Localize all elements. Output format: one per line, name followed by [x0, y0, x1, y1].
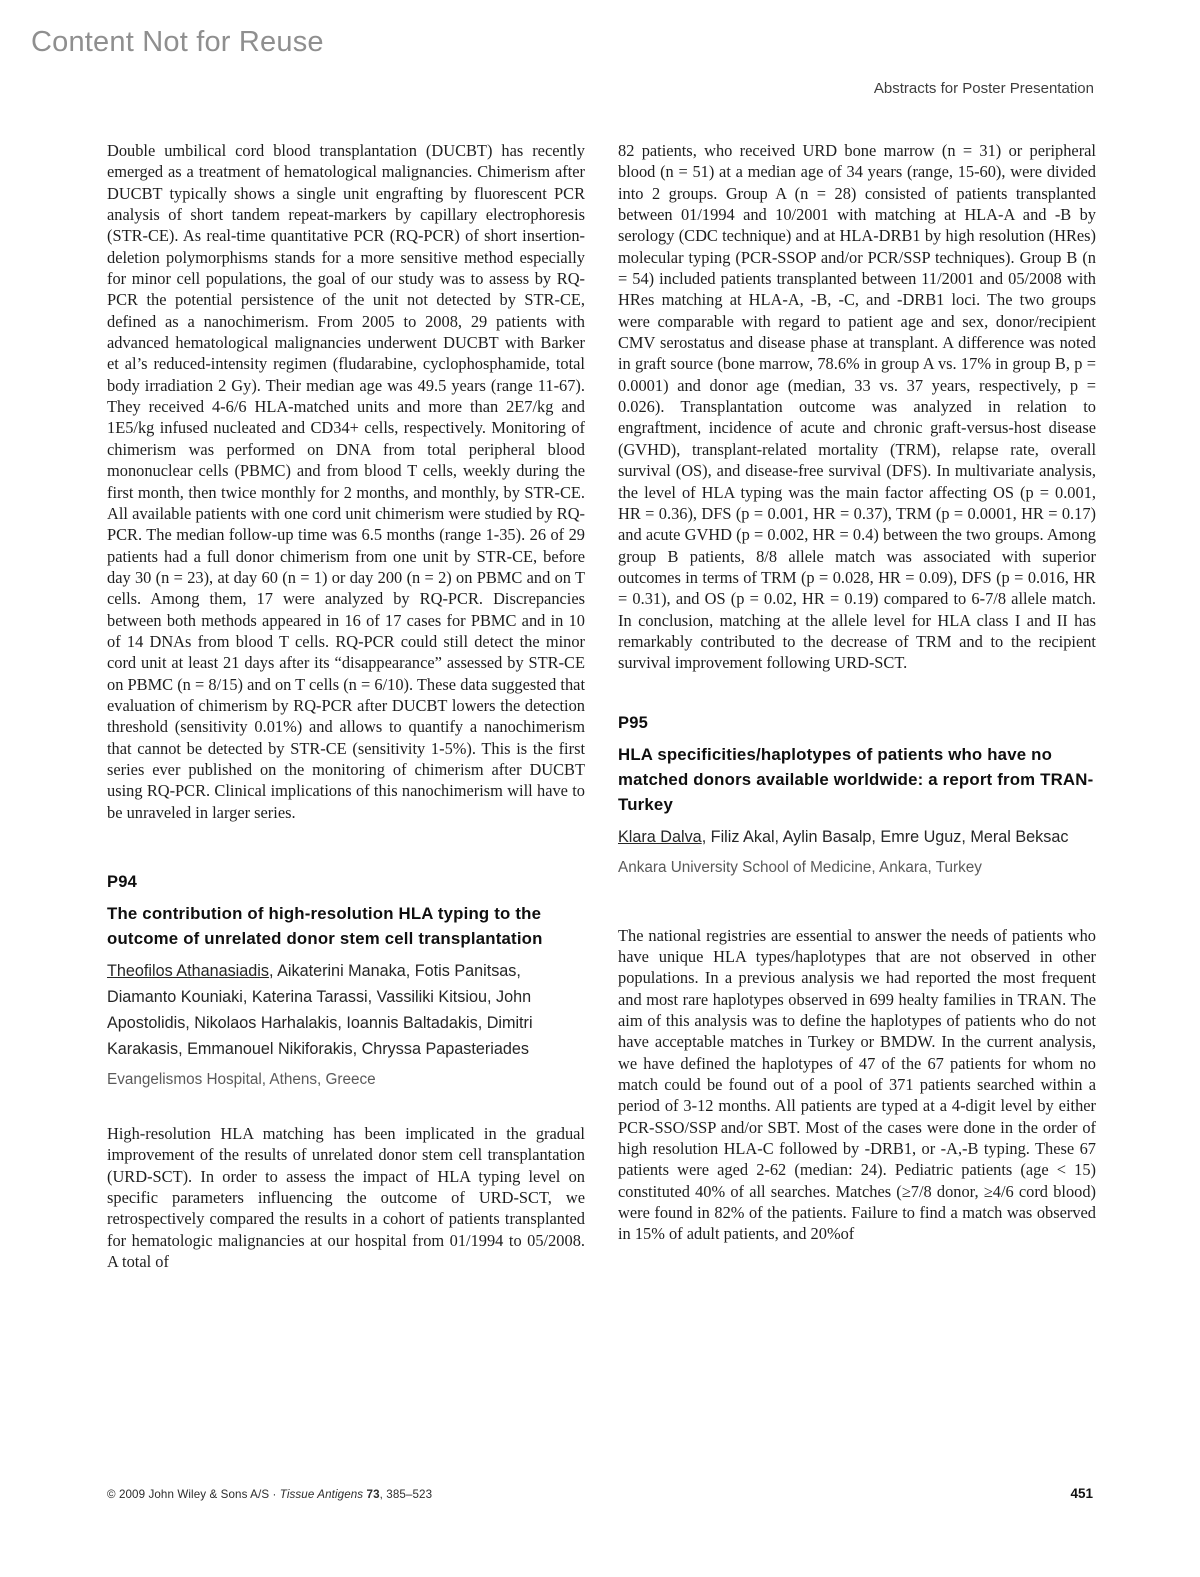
running-head: Abstracts for Poster Presentation [873, 80, 1094, 97]
volume-number: 73 [363, 1488, 380, 1501]
footer [107, 1486, 1093, 1501]
abstract-body-p94-right: 82 patients, who received URD bone marrow (n = 31) or peripheral blood (n = 51) at a median age of 34 years (range, 15-60), were divided into 2 groups. Group A (n = 28) consisted of patients transplanted between 01/1994 and 10/2001 with matching at HLA-A and -B by serology (CDC technique) and at HLA-DRB1 by high resolution (HRes) molecular typing (PCR-SSOP and/or PCR/SSP techniques). Group B (n = 54) included patients transplanted between 11/2001 and 05/2008 with HRes matching at HLA-A, -B, -C, and -DRB1 loci. The two groups were comparable with regard to patient age and sex, donor/recipient CMV serostatus and disease phase at transplant. A difference was noted in graft source (bone marrow, 78.6% in group A vs. 17% in group B, p = 0.0001) and donor age (median, 33 vs. 37 years, respectively, p = 0.026). Transplantation outcome was analyzed in relation to engraftment, incidence of acute and chronic graft-versus-host disease (GVHD), transplant-related mortality (TRM), relapse rate, overall survival (OS), and disease-free survival (DFS). In multivariate analysis, the level of HLA typing was the main factor affecting OS (p = 0.001, HR = 0.36), DFS (p = 0.001, HR = 0.37), TRM (p = 0.0001, HR = 0.17) and acute GVHD (p = 0.002, HR = 0.4) between the two groups. Among group B patients, 8/8 allele match was associated with superior outcomes in terms of TRM (p = 0.028, HR = 0.09), DFS (p = 0.016, HR = 0.31), and OS (p = 0.02, HR = 0.19) compared to 6-7/8 allele match. In conclusion, matching at the allele level for HLA class I and II has remarkably contributed to the decrease of TRM and to the recipient survival improvement following URD-SCT. [618, 141, 1096, 673]
page-range: , 385–523 [379, 1488, 433, 1501]
abstract-title-p95: HLA specificities/haplotypes of patients who have no matched donors available worldwide: a report from TRAN-Turkey [618, 744, 1094, 814]
left-column [107, 140, 585, 1272]
abstract-title-p94: The contribution of high-resolution HLA typing to the outcome of unrelated donor stem cell transplantation [107, 904, 543, 948]
page-number: 451 [1070, 1486, 1093, 1501]
section-id-p95: P95 [618, 713, 648, 732]
author-list-p95 [618, 824, 1096, 850]
copyright-line [107, 1488, 432, 1501]
affiliation-p94: Evangelismos Hospital, Athens, Greece [107, 1071, 376, 1088]
first-author-p95: Klara Dalva [618, 827, 702, 846]
right-column [618, 140, 1096, 1245]
section-id-p94: P94 [107, 873, 137, 891]
abstract-body-continuation: Double umbilical cord blood transplantation (DUCBT) has recently emerged as a treatment of hematological malignancies. Chimerism after DUCBT typically shows a single unit engrafting by fluorescent PCR analysis of short tandem repeat-markers by capillary electrophoresis (STR-CE). As real-time quantitative PCR (RQ-PCR) of short insertion-deletion polymorphisms stands for a more sensitive method especially for minor cell populations, the goal of our study was to assess by RQ-PCR the potential persistence of the unit not detected by STR-CE, defined as a nanochimerism. From 2005 to 2008, 29 patients with advanced hematological malignancies underwent DUCBT with Barker et al’s reduced-intensity regimen (fludarabine, cyclophosphamide, total body irradiation 2 Gy). Their median age was 49.5 years (range 11-67). They received 4-6/6 HLA-matched units and more than 2E7/kg and 1E5/kg infused nucleated and CD34+ cells, respectively. Monitoring of chimerism was performed on DNA from total peripheral blood mononuclear cells (PBMC) and from blood T cells, weekly during the first month, then twice monthly for 2 months, and monthly, by STR-CE. All available patients with one cord unit chimerism were studied by RQ-PCR. The median follow-up time was 6.5 months (range 1-35). 26 of 29 patients had a full donor chimerism from one unit by STR-CE, before day 30 (n = 23), at day 60 (n = 1) or day 200 (n = 2) on PBMC and on T cells. Among them, 17 were analyzed by RQ-PCR. Discrepancies between both methods appeared in 16 of 17 cases for PBMC and in 10 of 14 DNAs from blood T cells. RQ-PCR could still detect the minor cord unit at least 21 days after its “disappearance” assessed by STR-CE on PBMC (n = 8/15) and on T cells (n = 6/10). These data suggested that evaluation of chimerism by RQ-PCR after DUCBT lowers the detection threshold (sensitivity 0.01%) and allows to quantify a nanochimerism that cannot be detected by STR-CE (sensitivity 1-5%). This is the first series ever published on the monitoring of chimerism after DUCBT using RQ-PCR. Clinical implications of this nanochimerism will have to be unraveled in larger series. [107, 141, 585, 822]
affiliation-p95: Ankara University School of Medicine, Ankara, Turkey [618, 858, 982, 876]
abstract-body-p94-left: High-resolution HLA matching has been implicated in the gradual improvement of the results of unrelated donor stem cell transplantation (URD-SCT). In order to assess the impact of HLA typing level on specific parameters influencing the outcome of URD-SCT, we retrospectively compared the results in a cohort of patients transplanted for hematologic malignancies at our hospital from 01/1994 to 05/2008. A total of [107, 1124, 585, 1272]
copyright-prefix: © 2009 John Wiley & Sons A/S · [107, 1488, 280, 1501]
first-author-p94: Theofilos Athanasiadis [107, 962, 269, 980]
author-list-p94 [107, 958, 585, 1062]
watermark-brand: Content Not for Reuse [31, 26, 324, 58]
abstract-p95-header [618, 714, 1096, 878]
journal-name: Tissue Antigens [279, 1488, 364, 1501]
coauthors-p95: , Filiz Akal, Aylin Basalp, Emre Uguz, Meral Beksac [701, 827, 1069, 846]
abstract-body-p95: The national registries are essential to answer the needs of patients who have unique HLA types/haplotypes that are not observed in other populations. In a previous analysis we had reported the most frequent and most rare haplotypes observed in 699 healty families in TRAN. The aim of this analysis was to define the haplotypes of patients who do not have acceptable matches in Turkey or BMDW. In the current analysis, we have defined the haplotypes of 47 of the 67 patients for whom no match could be found out of a pool of 371 patients searched within a period of 3-12 months. All patients are typed at a 4-digit level by either PCR-SSO/SSP and/or SBT. Most of the cases were done in the order of high resolution HLA-C followed by -DRB1, or -A,-B typing. These 67 patients were aged 2-62 (median: 24). Pediatric patients (age < 15) constituted 40% of all searches. Matches (≥7/8 donor, ≥4/6 cord blood) were found in 82% of the patients. Failure to find a match was observed in 15% of adult patients, and 20%of [618, 925, 1096, 1244]
abstract-p94-header [107, 873, 585, 1090]
coauthors-p94: , Aikaterini Manaka, Fotis Panitsas, Diamanto Kouniaki, Katerina Tarassi, Vassiliki Kitsiou, John Apostolidis, Nikolaos Harhalakis, Ioannis Baltadakis, Dimitri Karakasis, Emmanouel Nikiforakis, Chryssa Papasteriades [107, 962, 533, 1058]
